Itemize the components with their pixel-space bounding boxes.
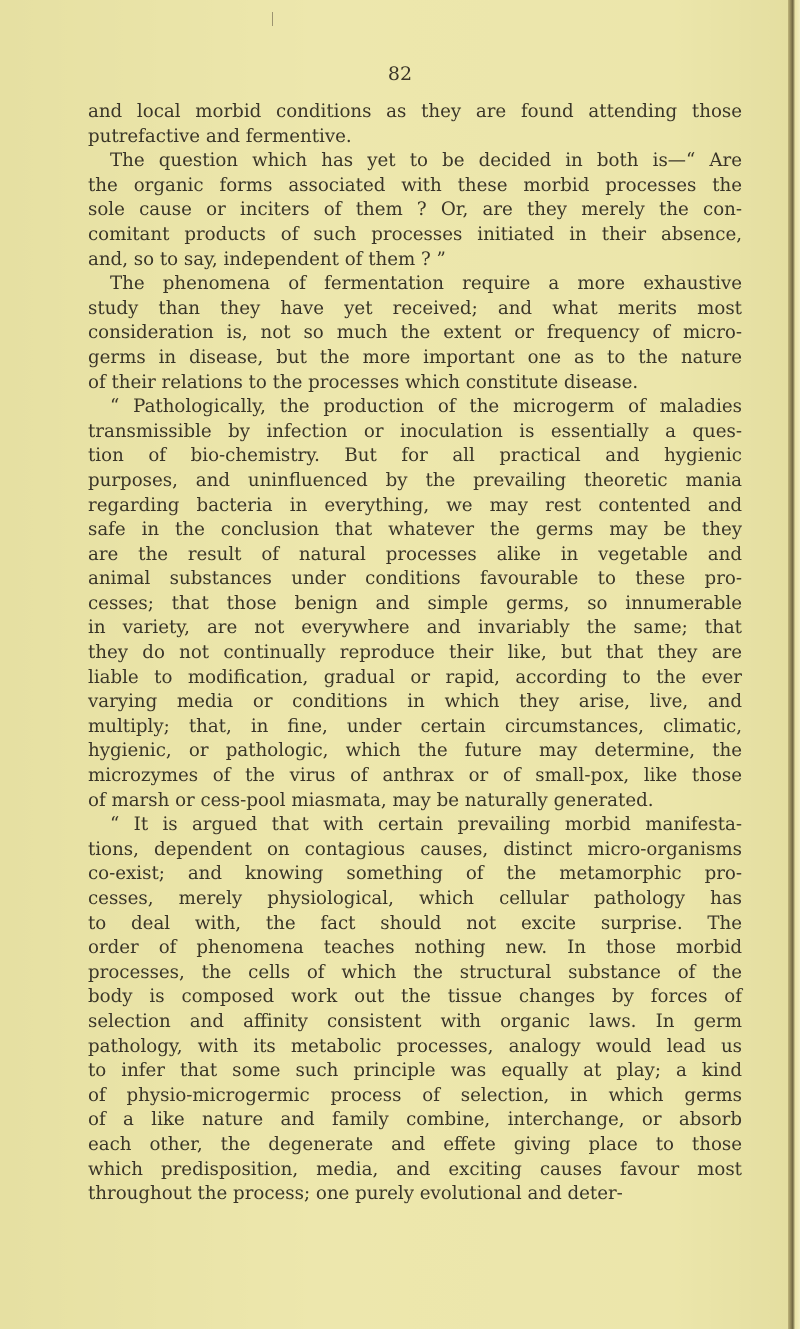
text-line: sole cause or inciters of them ? Or, are they merely the con- [88, 199, 742, 221]
text-line: The question which has yet to be decided in both is—“ Are [110, 150, 742, 172]
text-line: the organic forms associated with these morbid processes the [88, 174, 742, 196]
text-line: each other, the degenerate and effete giving place to those [88, 1133, 742, 1155]
text-line: regarding bacteria in everything, we may rest contented and [88, 494, 742, 516]
page-number: 82 [387, 63, 413, 85]
paragraph [88, 149, 742, 272]
text-line: liable to modification, gradual or rapid, according to the ever [88, 666, 742, 688]
paragraph [88, 395, 742, 813]
text-line: germs in disease, but the more important one as to the nature [88, 346, 742, 368]
text-line: and, so to say, independent of them ? ” [88, 248, 446, 270]
text-line: transmissible by infection or inoculation is essentially a ques- [88, 420, 742, 442]
text-line: to infer that some such principle was equally at play; a kind [88, 1060, 742, 1082]
text-line: tion of bio-chemistry. But for all practical and hygienic [88, 445, 742, 467]
paragraph [88, 100, 742, 149]
text-line: animal substances under conditions favourable to these pro- [88, 568, 742, 590]
text-line: order of phenomena teaches nothing new. In those morbid [88, 937, 742, 959]
text-line: they do not continually reproduce their like, but that they are [88, 642, 742, 664]
text-line: of a like nature and family combine, interchange, or absorb [88, 1109, 742, 1131]
page-edge-binding [788, 0, 800, 1329]
text-line: consideration is, not so much the extent or frequency of micro- [88, 322, 742, 344]
text-line: co-exist; and knowing something of the metamorphic pro- [88, 863, 742, 885]
text-line: multiply; that, in fine, under certain circumstances, climatic, [88, 715, 742, 737]
text-line: hygienic, or pathologic, which the future may determine, the [88, 740, 742, 762]
text-line: cesses, merely physiological, which cellular pathology has [88, 888, 742, 909]
text-line: and local morbid conditions as they are found attending those [88, 101, 742, 122]
text-line: microzymes of the virus of anthrax or of small-pox, like those [88, 765, 742, 787]
text-line: of marsh or cess-pool miasmata, may be naturally generated. [88, 789, 654, 811]
body-text [88, 100, 742, 1207]
text-line: are the result of natural processes alike in vegetable and [88, 543, 742, 565]
text-line: “ Pathologically, the production of the microgerm of maladies [110, 396, 742, 418]
text-line: safe in the conclusion that whatever the germs may be they [88, 519, 742, 541]
text-line: cesses; that those benign and simple germs, so innumerable [88, 592, 742, 614]
text-line: body is composed work out the tissue changes by forces of [88, 986, 742, 1008]
text-line: of their relations to the processes which constitute disease. [88, 371, 639, 393]
text-line: study than they have yet received; and what merits most [88, 297, 742, 319]
text-line: pathology, with its metabolic processes, analogy would lead us [88, 1035, 742, 1057]
text-line: tions, dependent on contagious causes, distinct micro-organisms [88, 838, 742, 860]
text-line: varying media or conditions in which they arise, live, and [88, 691, 742, 713]
text-line: to deal with, the fact should not excite surprise. The [88, 912, 742, 934]
text-line: processes, the cells of which the structural substance of the [88, 961, 742, 983]
text-line: The phenomena of fermentation require a more exhaustive [110, 273, 742, 295]
text-line: purposes, and uninfluenced by the prevailing theoretic mania [88, 469, 742, 491]
text-line: selection and affinity consistent with organic laws. In germ [88, 1010, 742, 1032]
text-line: of physio-microgermic process of selection, in which germs [88, 1084, 742, 1106]
text-line: “ It is argued that with certain prevailing morbid manifesta- [110, 814, 742, 836]
scan-mark [272, 12, 273, 26]
text-line: throughout the process; one purely evolutional and deter- [88, 1183, 623, 1205]
text-line: which predisposition, media, and exciting causes favour most [88, 1158, 742, 1180]
text-line: in variety, are not everywhere and invariably the same; that [88, 617, 742, 639]
text-line: comitant products of such processes initiated in their absence, [88, 223, 742, 245]
paragraph [88, 272, 742, 395]
paragraph [88, 813, 742, 1207]
text-line: putrefactive and fermentive. [88, 125, 352, 147]
